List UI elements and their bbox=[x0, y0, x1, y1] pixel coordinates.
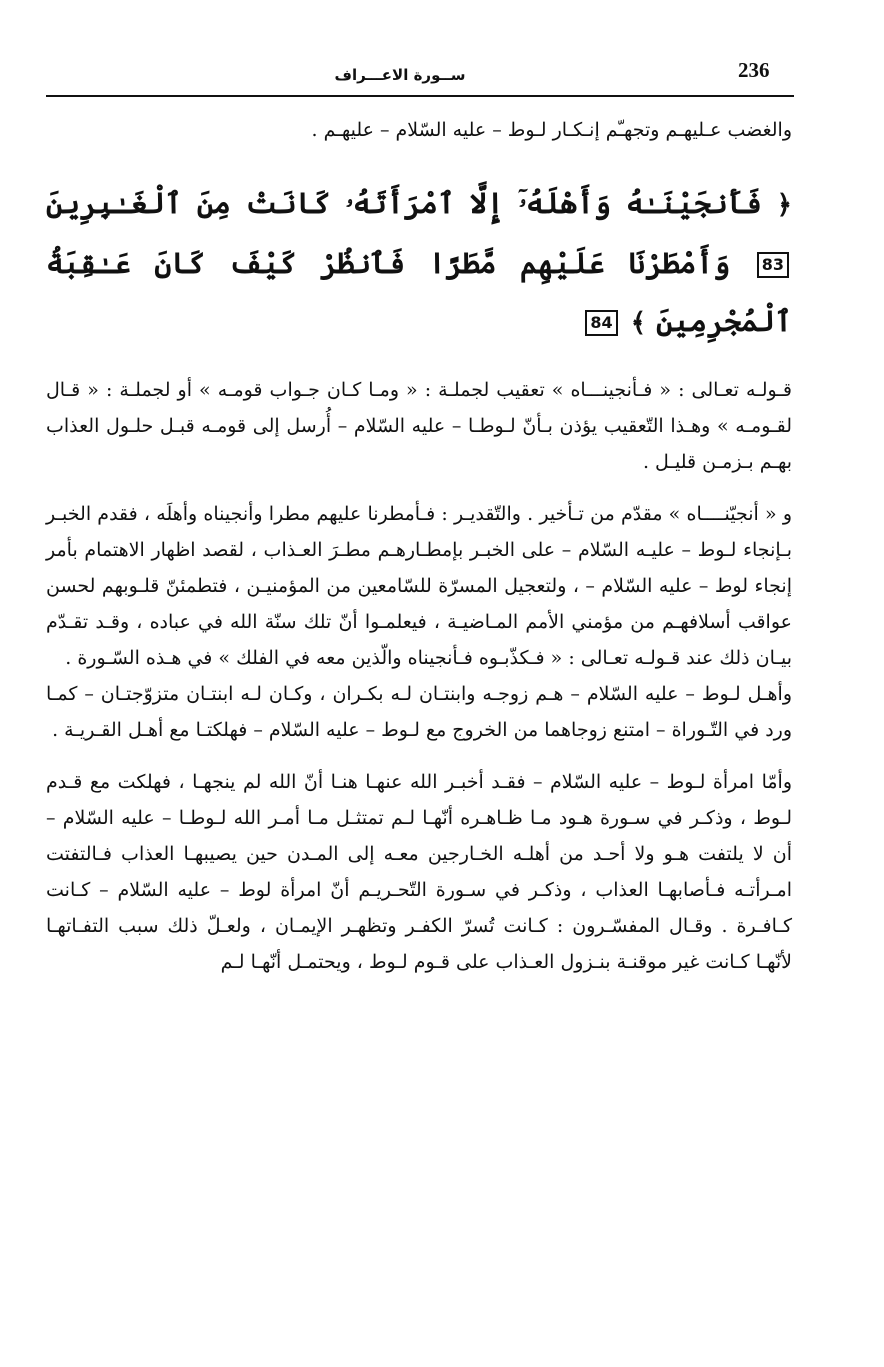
ayah-number-83: 83 bbox=[757, 252, 789, 278]
intro-line: والغضب عـليهـم وتجهـّم إنـكـار لـوط – عليه السّلام – عليهـم . bbox=[311, 119, 792, 141]
quran-verse bbox=[46, 174, 792, 352]
verse-text-83: فَأَنجَيْنَـٰهُ وَأَهْلَهُۥٓ إِلَّا ٱمْرَأَتَهُۥ كَانَتْ مِنَ ٱلْغَـٰبِرِينَ bbox=[46, 186, 762, 220]
paragraph-commentary-1: قـولـه تعـالى : « فـأنجينـــاه » تعقيب لجملـة : « ومـا كـان جـواب قومـه » أو لجملـة : « قـال لقـومـه » وهـذا التّعقيب يؤذن بـأنّ لـوطـا – عليه السّلام – أُرسل إلى قومـه قبـل حلـول العذاب بهـم بـزمـن قليـل . bbox=[46, 379, 792, 473]
paragraph-commentary-4: وأمّا امرأة لـوط – عليه السّلام – فقـد أخبـر الله عنهـا هنـا أنّ الله لم ينجهـا ، فهلكت مع قـدم لـوط ، وذكـر في سـورة هـود مـا ظـاهـره أنّهـا لـم تمتثـل مـا أمـر الله لـوطـا – عليه السّلام – أن لا يلتفت هـو ولا أحـد من أهلـه الخـارجين معـه إلى المـدن حين يصيبهـا العذاب فـالتفتت امـرأتـه فـأصابهـا العذاب ، وذكـر في سـورة التّحـريـم أنّ امرأة لوط – عليه السّلام – كـانت كـافـرة . وقـال المفسّـرون : كـانت تُسرّ الكفـر وتظهـر الإيمـان ، ولعـلّ ذلك سبب التفـاتهـا لأنّهـا كـانت غير موقنـة بنـزول العـذاب على قـوم لـوط ، ويحتمـل أنّهـا لـم bbox=[46, 771, 792, 973]
surah-title: ســورة الاعـــراف bbox=[334, 66, 466, 84]
paragraph-commentary-2: و « أنجيّنــــاه » مقدّم من تـأخير . والتّقديـر : فـأمطرنا عليهم مطرا وأنجيناه وأهلَه ، فقدم الخبـر بـإنجاء لـوط – عليـه السّلام – على الخبـر بإمطـارهـم مطـرَ العـذاب ، لقصد اظهار الاهتمام بأمر إنجاء لوط – عليه السّلام – ، ولتعجيل المسرّة للسّامعين من المؤمنيـن ، فتطمئنّ قلـوبهم لحسن عواقب أسلافهـم من مؤمني الأمم المـاضيـة ، فيعلمـوا أنّ تلك سنّة الله في عباده ، وقـد تقـدّم بيـان ذلك عند قـولـه تعـالى : « فـكذّبـوه فـأنجيناه والّذين معه في الفلك » في هـذه السّـورة . bbox=[46, 503, 792, 669]
verse-open-bracket: ﴿ bbox=[776, 190, 792, 220]
page-number: 236 bbox=[738, 58, 770, 82]
header-divider bbox=[46, 95, 794, 97]
page-body bbox=[46, 112, 792, 980]
paragraph-commentary-3: وأهـل لـوط – عليه السّلام – هـم زوجـه وابنتـان لـه بكـران ، وكـان لـه ابنتـان متزوّجتـان – كمـا ورد في التّـوراة – امتنع زوجاهما من الخروج مع لـوط – عليه السّلام – فهلكتـا مع أهـل القـريـة . bbox=[46, 683, 792, 741]
verse-close-bracket: ﴾ bbox=[630, 308, 646, 338]
ayah-number-84: 84 bbox=[585, 310, 617, 336]
verse-text-84: وَأَمْطَرْنَا عَلَيْهِم مَّطَرًا فَٱنظُرْ كَيْفَ كَانَ عَـٰقِبَةُ ٱلْمُجْرِمِينَ bbox=[46, 246, 792, 338]
